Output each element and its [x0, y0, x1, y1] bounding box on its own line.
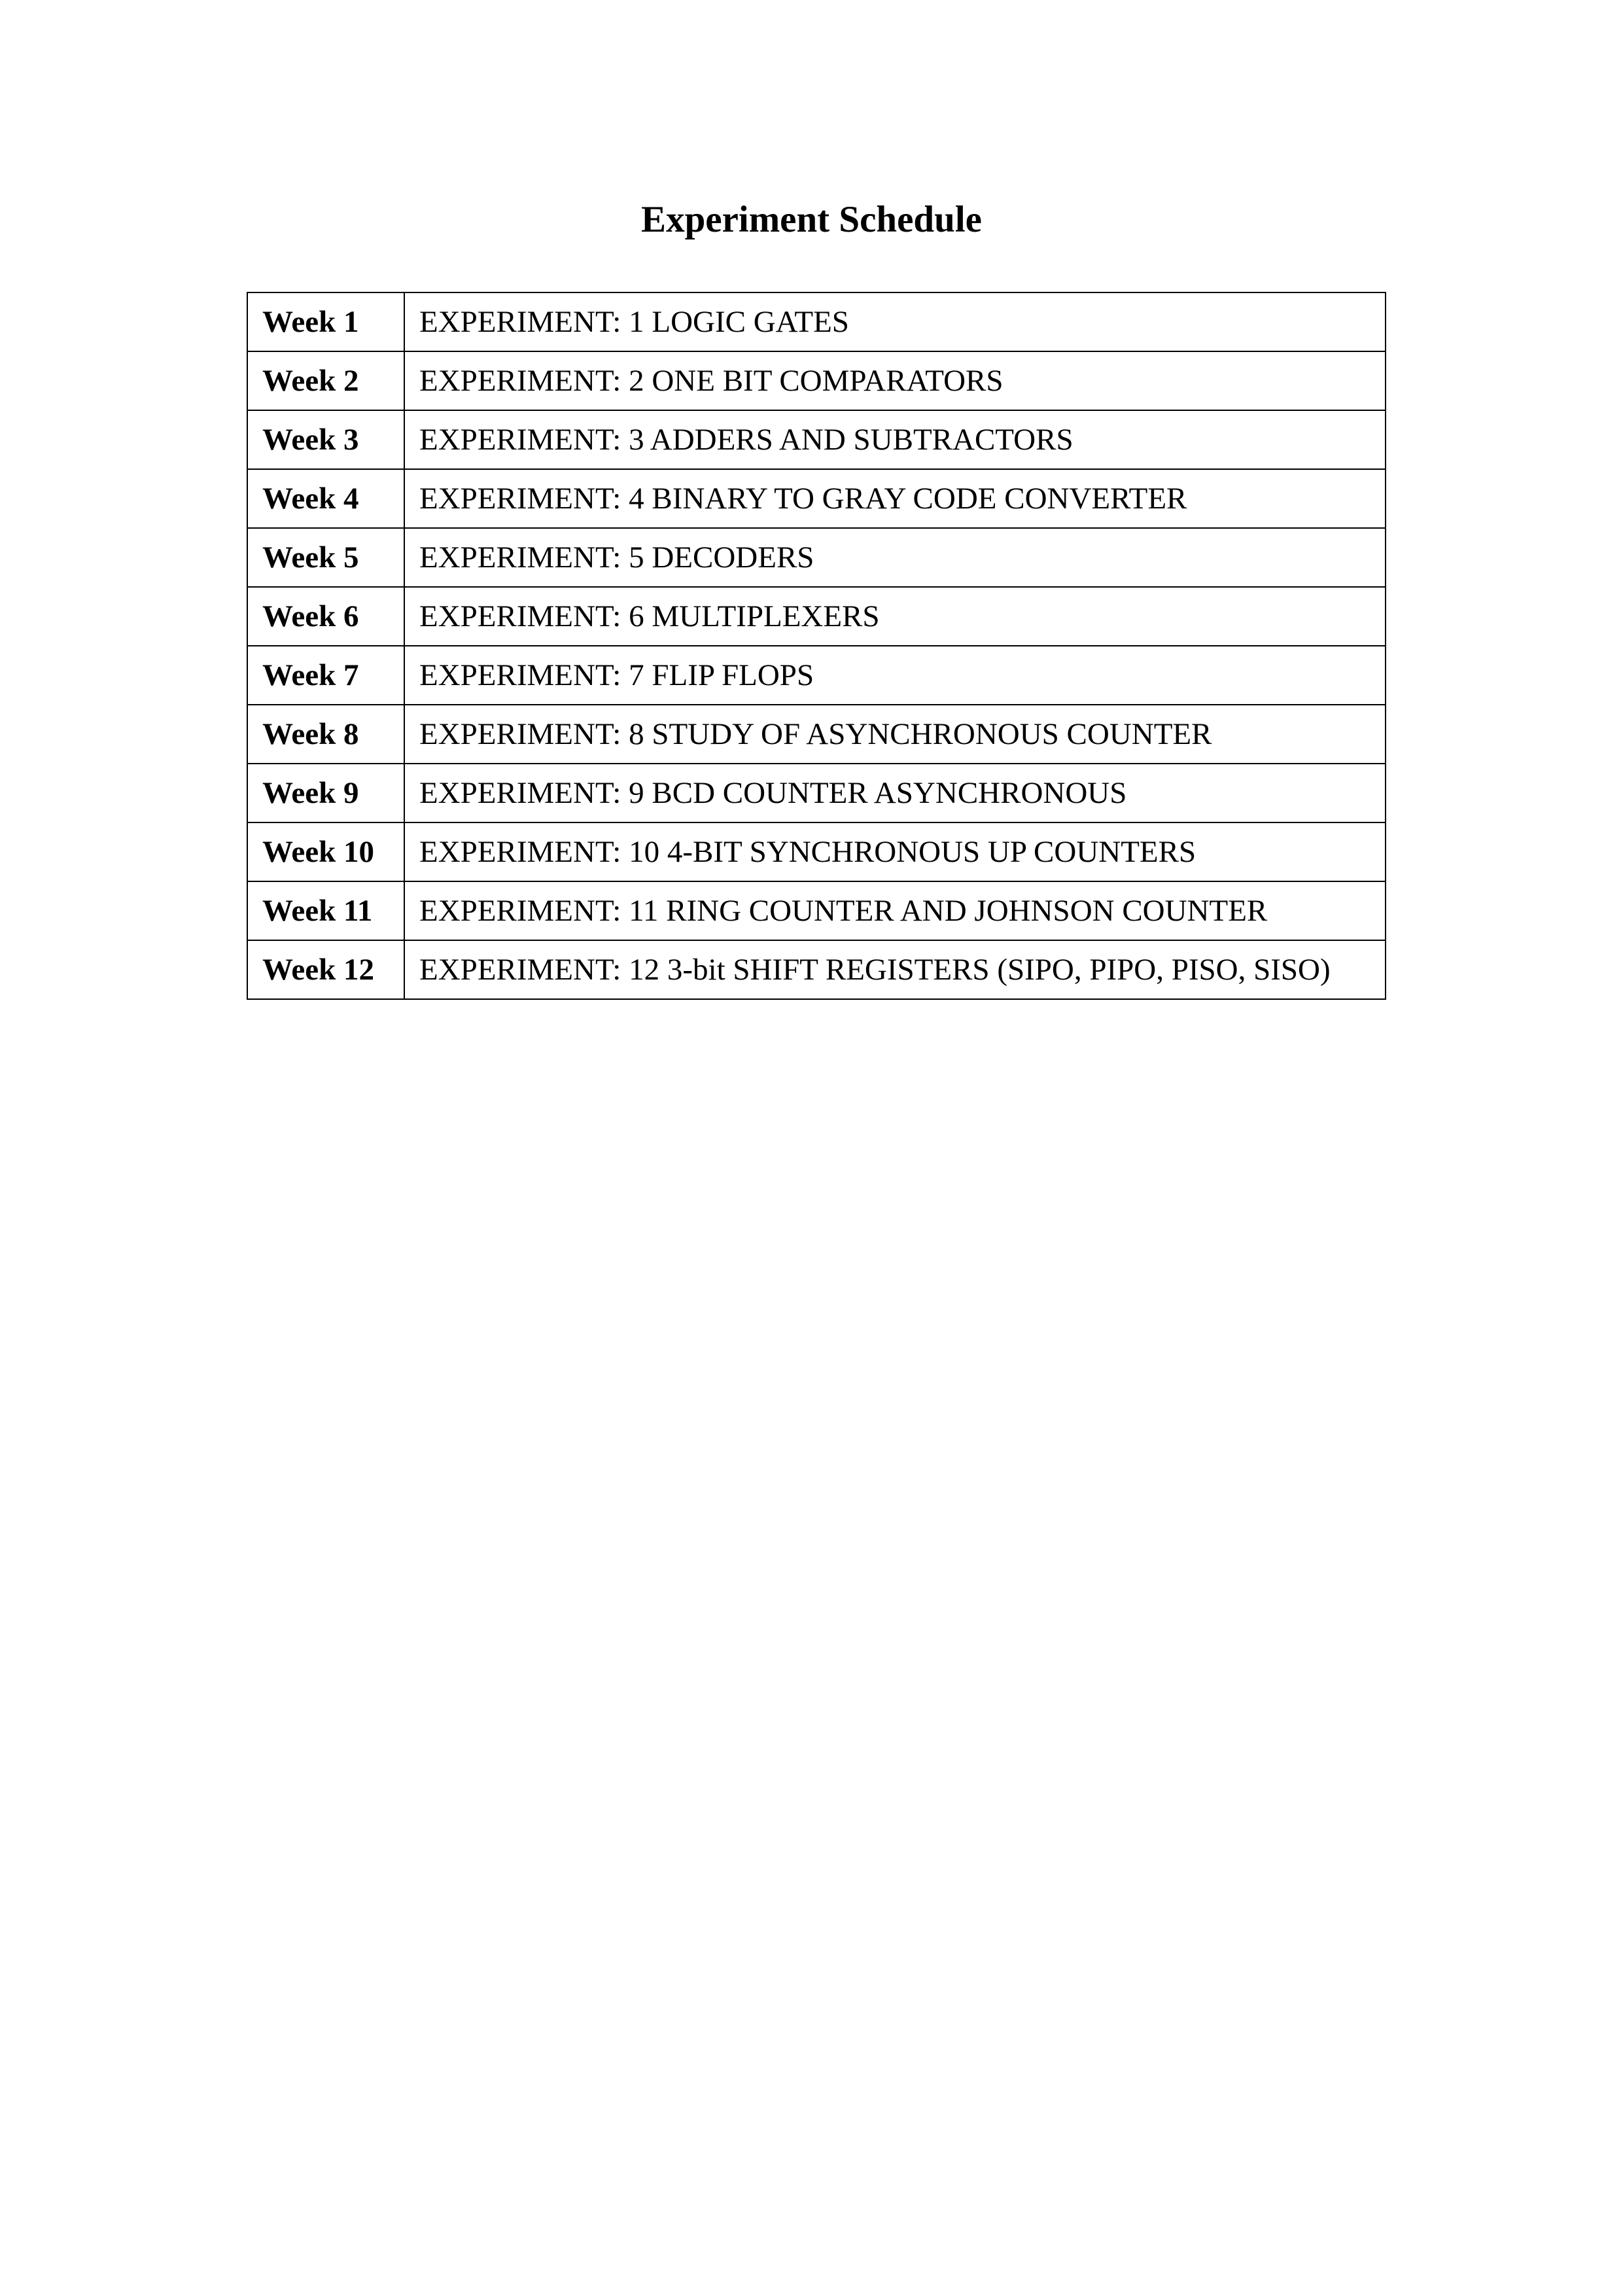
- experiment-cell: EXPERIMENT: 6 MULTIPLEXERS: [404, 587, 1386, 646]
- week-cell: Week 4: [247, 469, 404, 528]
- experiment-cell: EXPERIMENT: 4 BINARY TO GRAY CODE CONVERTER: [404, 469, 1386, 528]
- week-cell: Week 6: [247, 587, 404, 646]
- table-row: [247, 292, 1386, 351]
- week-cell: Week 2: [247, 351, 404, 410]
- experiment-schedule-table: [247, 292, 1386, 1000]
- table-row: [247, 764, 1386, 822]
- experiment-cell: EXPERIMENT: 8 STUDY OF ASYNCHRONOUS COUNTER: [404, 705, 1386, 764]
- table-row: [247, 940, 1386, 999]
- table-row: [247, 646, 1386, 705]
- experiment-cell: EXPERIMENT: 5 DECODERS: [404, 528, 1386, 587]
- week-cell: Week 8: [247, 705, 404, 764]
- experiment-cell: EXPERIMENT: 10 4-BIT SYNCHRONOUS UP COUNTERS: [404, 822, 1386, 881]
- experiment-cell: EXPERIMENT: 3 ADDERS AND SUBTRACTORS: [404, 410, 1386, 469]
- page-title: Experiment Schedule: [641, 199, 982, 240]
- week-cell: Week 11: [247, 881, 404, 940]
- experiment-cell: EXPERIMENT: 9 BCD COUNTER ASYNCHRONOUS: [404, 764, 1386, 822]
- table-row: [247, 587, 1386, 646]
- table-row: [247, 351, 1386, 410]
- week-cell: Week 1: [247, 292, 404, 351]
- experiment-cell: EXPERIMENT: 11 RING COUNTER AND JOHNSON COUNTER: [404, 881, 1386, 940]
- table-row: [247, 528, 1386, 587]
- experiment-cell: EXPERIMENT: 7 FLIP FLOPS: [404, 646, 1386, 705]
- week-cell: Week 10: [247, 822, 404, 881]
- table-row: [247, 822, 1386, 881]
- table-row: [247, 469, 1386, 528]
- experiment-cell: EXPERIMENT: 1 LOGIC GATES: [404, 292, 1386, 351]
- week-cell: Week 9: [247, 764, 404, 822]
- experiment-cell: EXPERIMENT: 2 ONE BIT COMPARATORS: [404, 351, 1386, 410]
- week-cell: Week 12: [247, 940, 404, 999]
- week-cell: Week 3: [247, 410, 404, 469]
- experiment-cell: EXPERIMENT: 12 3-bit SHIFT REGISTERS (SIPO, PIPO, PISO, SISO): [404, 940, 1386, 999]
- week-cell: Week 5: [247, 528, 404, 587]
- table-row: [247, 705, 1386, 764]
- table-row: [247, 410, 1386, 469]
- table-row: [247, 881, 1386, 940]
- schedule-body: [247, 292, 1386, 999]
- week-cell: Week 7: [247, 646, 404, 705]
